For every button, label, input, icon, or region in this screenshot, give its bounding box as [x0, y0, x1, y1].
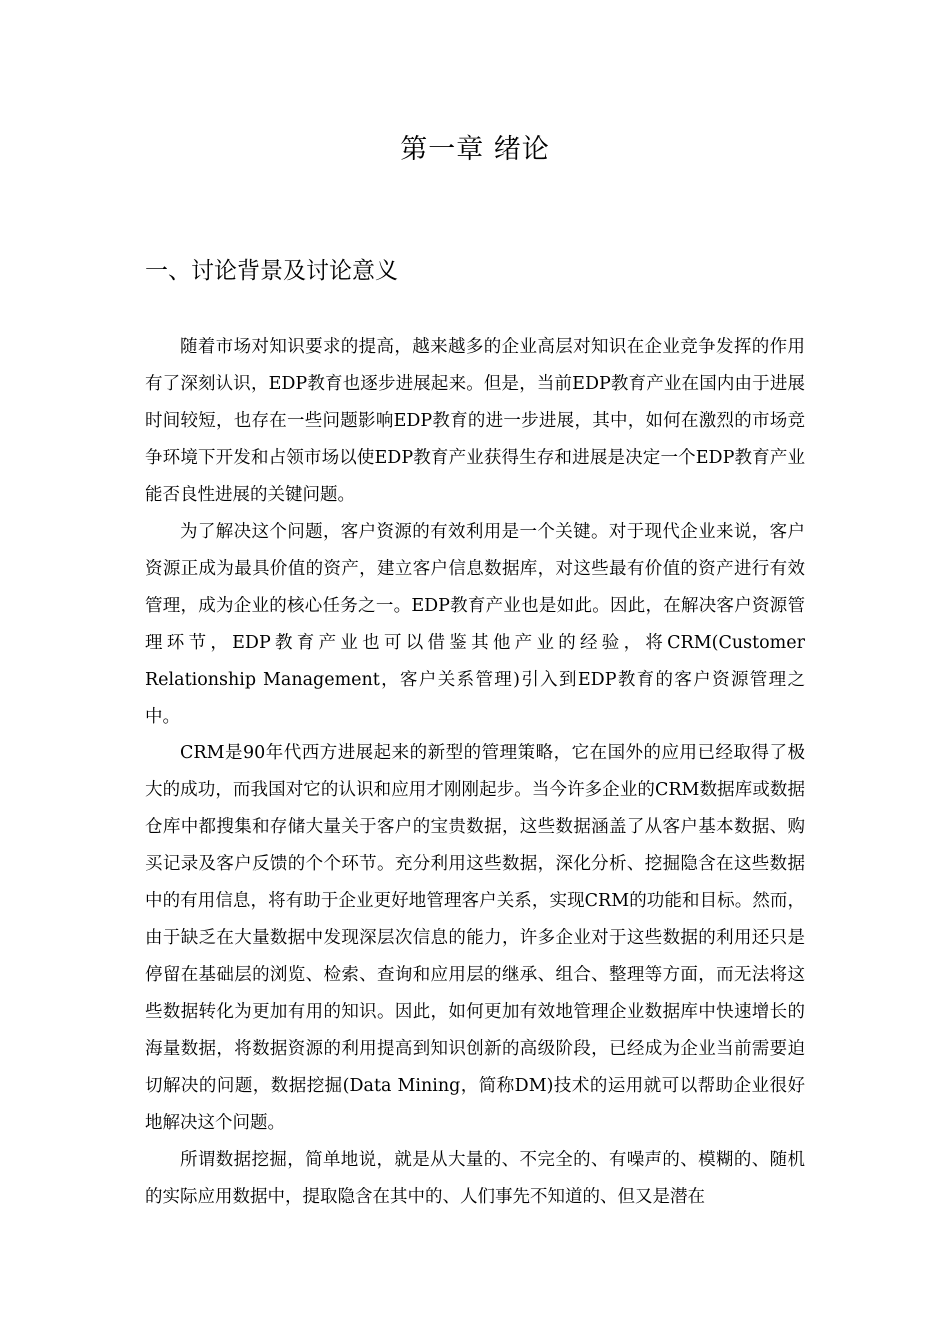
- paragraph-1: 随着市场对知识要求的提高，越来越多的企业高层对知识在企业竞争发挥的作用有了深刻认识，EDP教育也逐步进展起来。但是，当前EDP教育产业在国内由于进展时间较短，也存在一些问题影响EDP教育的进一步进展，其中，如何在激烈的市场竞争环境下开发和占领市场以使EDP教育产业获得生存和进展是决定一个EDP教育产业能否良性进展的关键问题。: [145, 337, 805, 505]
- section-title: 一、讨论背景及讨论意义: [145, 258, 398, 284]
- body-text: [145, 329, 805, 1216]
- paragraph-4: 所谓数据挖掘，简单地说，就是从大量的、不完全的、有噪声的、模糊的、随机的实际应用数据中，提取隐含在其中的、人们事先不知道的、但又是潜在: [145, 1149, 805, 1207]
- paragraph-2: 为了解决这个问题，客户资源的有效利用是一个关键。对于现代企业来说，客户资源正成为最具价值的资产，建立客户信息数据库，对这些最有价值的资产进行有效管理，成为企业的核心任务之一。EDP教育产业也是如此。因此，在解决客户资源管理环节，EDP教育产业也可以借鉴其他产业的经验，将CRM(Customer Relationship Management，客户关系管理)引入到EDP教育的客户资源管理之中。: [145, 521, 805, 727]
- paragraph-3: CRM是90年代西方进展起来的新型的管理策略，它在国外的应用已经取得了极大的成功，而我国对它的认识和应用才刚刚起步。当今许多企业的CRM数据库或数据仓库中都搜集和存储大量关于客户的宝贵数据，这些数据涵盖了从客户基本数据、购买记录及客户反馈的个个环节。充分利用这些数据，深化分析、挖掘隐含在这些数据中的有用信息，将有助于企业更好地管理客户关系，实现CRM的功能和目标。然而，由于缺乏在大量数据中发现深层次信息的能力，许多企业对于这些数据的利用还只是停留在基础层的浏览、检索、查询和应用层的继承、组合、整理等方面，而无法将这些数据转化为更加有用的知识。因此，如何更加有效地管理企业数据库中快速增长的海量数据，将数据资源的利用提高到知识创新的高级阶段，已经成为企业当前需要迫切解决的问题，数据挖掘(Data Mining，简称DM)技术的运用就可以帮助企业很好地解决这个问题。: [145, 743, 805, 1134]
- chapter-title: 第一章 绪论: [400, 134, 550, 165]
